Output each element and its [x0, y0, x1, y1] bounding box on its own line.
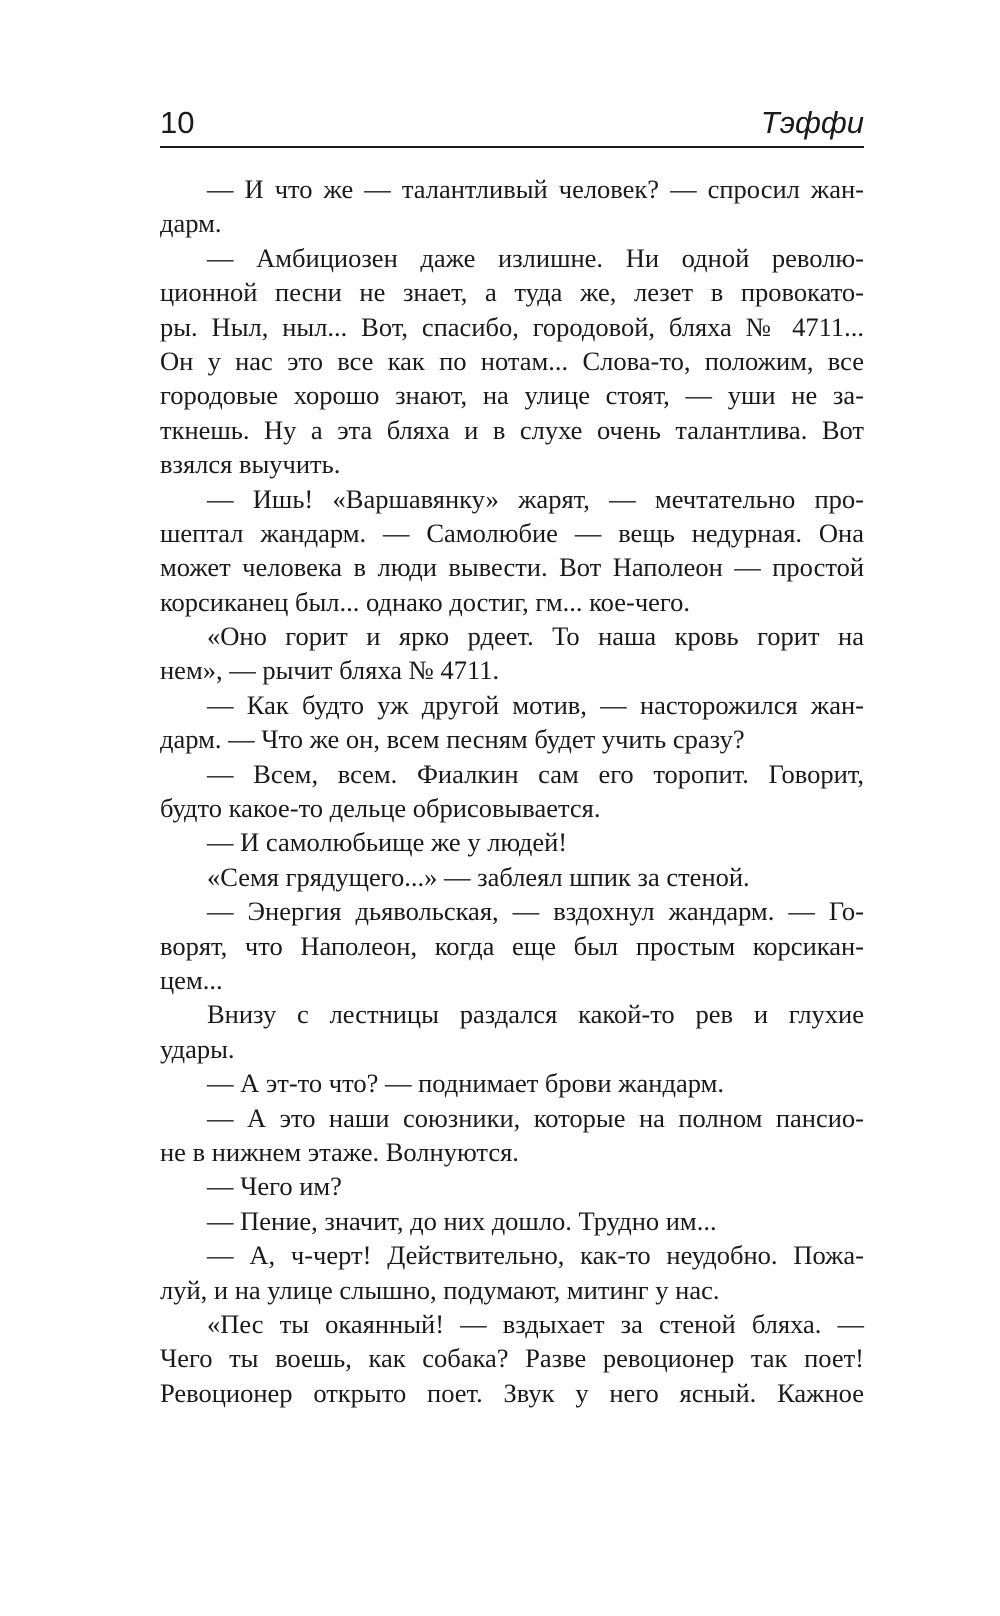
text-line: нем», — рычит бляха № 4711.	[160, 655, 500, 686]
text-line: городовые хорошо знают, на улице стоят, — уши не за-	[160, 380, 864, 411]
running-title: Тэффи	[760, 105, 864, 140]
text-line: не в нижнем этаже. Волнуются.	[160, 1136, 519, 1167]
text-line: — Пение, значит, до них дошло. Трудно им...	[207, 1205, 717, 1236]
text-line: цем...	[160, 964, 223, 995]
text-line: взялся выучить.	[160, 449, 341, 480]
text-line: будто какое-то дельце обрисовывается.	[160, 793, 601, 824]
text-line: Он у нас это все как по нотам... Слова-то, положим, все	[160, 345, 864, 376]
text-line: — И что же — талантливый человек? — спросил жан-	[207, 174, 864, 204]
text-line: удары.	[160, 1033, 235, 1064]
body-text	[160, 172, 864, 1410]
text-line: Ревоционер открыто поет. Звук у него ясный. Кажное	[160, 1377, 864, 1408]
text-line: ры. Ныл, ныл... Вот, спасибо, городовой, бляха № 4711...	[160, 311, 864, 342]
text-line: — А это наши союзники, которые на полном пансио-	[207, 1102, 864, 1133]
text-line: луй, и на улице слышно, подумают, митинг у нас.	[160, 1274, 720, 1305]
text-line: ворят, что Наполеон, когда еще был простым корсикан-	[160, 930, 864, 961]
text-line: Внизу с лестницы раздался какой-то рев и глухие	[207, 999, 864, 1030]
text-line: — А эт-то что? — поднимает брови жандарм.	[207, 1068, 724, 1099]
text-line: ткнешь. Ну а эта бляха и в слухе очень талантлива. Вот	[160, 414, 864, 445]
text-line: — Как будто уж другой мотив, — насторожился жан-	[207, 689, 864, 720]
text-line: — И самолюбьище же у людей!	[207, 827, 568, 858]
text-line: корсиканец был... однако достиг, гм... кое-чего.	[160, 586, 690, 617]
page-header	[160, 106, 864, 148]
text-line: — А, ч-черт! Действительно, как-то неудобно. Пожа-	[207, 1240, 864, 1271]
text-line: — Энергия дьявольская, — вздохнул жандарм. — Го-	[207, 896, 864, 927]
text-line: «Оно горит и ярко рдеет. То наша кровь горит на	[207, 621, 864, 652]
text-line: дарм.	[160, 208, 222, 239]
text-line: «Пес ты окаянный! — вздыхает за стеной бляха. —	[207, 1308, 864, 1339]
text-line: ционной песни не знает, а туда же, лезет в провокато-	[160, 277, 864, 308]
text-line: может человека в люди вывести. Вот Наполеон — простой	[160, 552, 864, 583]
text-line: дарм. — Что же он, всем песням будет учить сразу?	[160, 724, 745, 755]
text-line: — Чего им?	[207, 1171, 342, 1202]
page-number: 10	[160, 105, 195, 140]
text-line: — Амбициозен даже излишне. Ни одной револю-	[207, 242, 864, 273]
text-line: — Всем, всем. Фиалкин сам его торопит. Говорит,	[207, 758, 864, 789]
text-line: «Семя грядущего...» — заблеял шпик за стеной.	[207, 861, 750, 892]
text-line: Чего ты воешь, как собака? Разве ревоционер так поет!	[160, 1343, 864, 1374]
text-line: — Ишь! «Варшавянку» жарят, — мечтательно про-	[207, 483, 864, 514]
text-line: шептал жандарм. — Самолюбие — вещь недурная. Она	[160, 517, 864, 548]
